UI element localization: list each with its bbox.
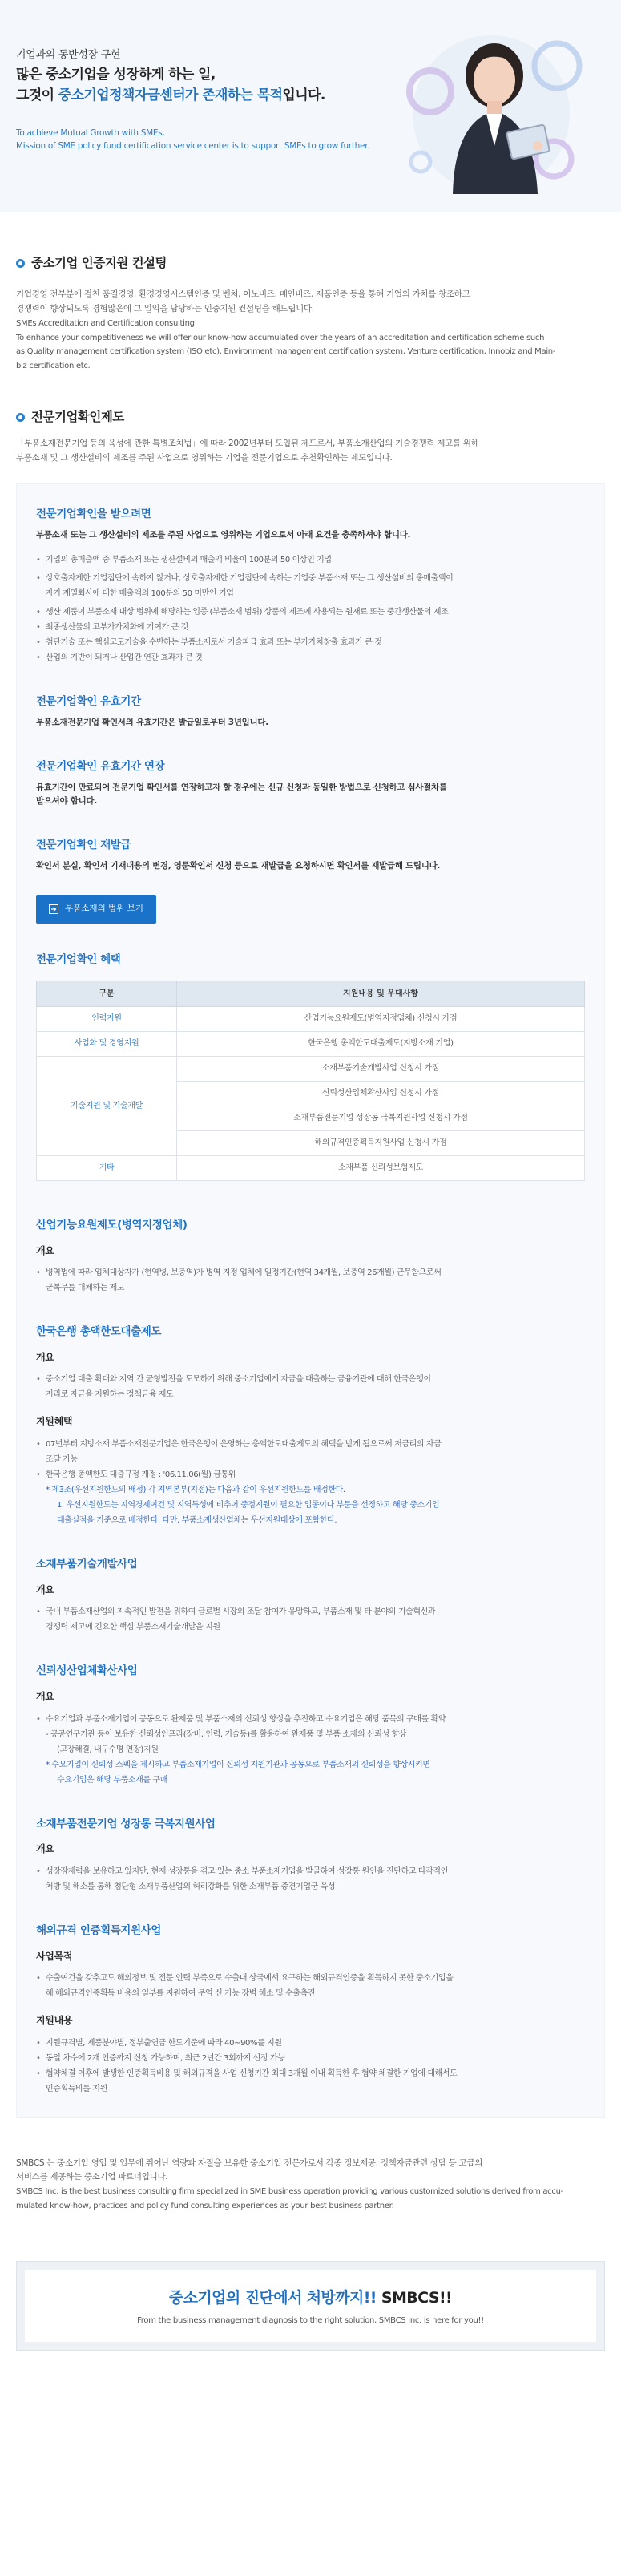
table-cell-category: 사업화 및 경영지원	[37, 1031, 177, 1056]
program-title: 소재부품기술개발사업	[36, 1557, 138, 1571]
banner-title: 중소기업의 진단에서 처방까지!! SMBCS!!	[168, 2288, 453, 2307]
list-item: • 수요기업과 부품소재기업이 공동으로 완제품 및 부품소재의 신뢰성 향상을 추진하고 수요기업은 해당 품목의 구매를 확약	[36, 1712, 585, 1727]
table-header-category: 구분	[37, 981, 177, 1006]
hero-highlight: 중소기업정책자금센터가 존재하는 목적	[58, 87, 283, 104]
consulting-desc-en: SMEs Accreditation and Certification consulting To enhance your competitiveness we will offer our know-how accumulated over the years of an accreditation and certification scheme such as Quality management certification system (ISO etc), Environment management certification system, Venture certification, Innobiz and Main- biz certification etc.	[16, 319, 556, 370]
program-subheading: 지원혜택	[36, 1416, 73, 1428]
table-header-row	[37, 981, 585, 1006]
table-cell: 소재부품기술개발사업 신청시 가점	[177, 1056, 585, 1081]
requirement-title: 전문기업확인을 받으려면	[36, 508, 151, 521]
program-subheading: 개요	[36, 1691, 54, 1703]
table-cell: 소재부품 신뢰성보험제도	[177, 1155, 585, 1180]
table-cell: 소재부품전문기업 성장동 극복지원사업 신청시 가점	[177, 1106, 585, 1130]
view-scope-label: 부품소재의 범위 보기	[65, 904, 143, 914]
program-list	[36, 1864, 585, 1895]
sub-item-text: (고장해결, 내구수명 연장)지원	[57, 1745, 159, 1754]
requirement-list	[36, 552, 585, 665]
list-item: • 국내 부품소재산업의 지속적인 발전을 위하여 글로벌 시장의 조달 참여가 유망하고, 부품소재 및 타 분야의 기술혁신과 경쟁력 제고에 긴요한 핵심 부품소재기술개발을 지원	[36, 1604, 585, 1635]
hero-english: To achieve Mutual Growth with SMEs, Mission of SME policy fund certification service center is to support SMEs to grow further.	[16, 127, 370, 151]
program-subheading: 사업목적	[36, 1950, 73, 1962]
table-cell: 산업기능요원제도(병역지정업체) 신청시 가점	[177, 1006, 585, 1031]
list-item: • 중소기업 대출 확대와 지역 간 균형발전을 도모하기 위해 중소기업에게 자금을 대출하는 금융기관에 대해 한국은행이 저리로 자금을 지원하는 정책금융 제도	[36, 1372, 585, 1402]
reissue-desc: 확인서 분실, 확인서 기재내용의 변경, 영문확인서 신청 등으로 재발급을 요청하시면 확인서를 재발급해 드립니다.	[36, 861, 441, 871]
hero-title-line2: 그것이 중소기업정책자금센터가 존재하는 목적입니다.	[16, 87, 325, 104]
table-cell-category: 기타	[37, 1155, 177, 1180]
program-title: 해외규격 인증획득지원사업	[36, 1923, 161, 1937]
table-row	[37, 1006, 585, 1031]
benefit-title: 전문기업확인 혜택	[36, 952, 121, 966]
slogan-banner	[16, 2261, 605, 2351]
about-section	[0, 2118, 621, 2214]
hero-banner	[0, 0, 621, 212]
table-cell: 한국은행 총액한도대출제도(지방소재 기업)	[177, 1031, 585, 1056]
table-row	[37, 1031, 585, 1056]
extension-title: 전문기업확인 유효기간 연장	[36, 759, 165, 773]
benefit-table	[36, 981, 585, 1181]
expert-info-box	[16, 483, 605, 2118]
arrow-right-icon	[49, 904, 58, 914]
note-text: * 수요기업이 신뢰성 스펙을 제시하고 부품소재기업이 신뢰성 지원기관과 공동으로 부품소재의 신뢰성을 향상시키면	[46, 1760, 430, 1769]
banner-subtitle: From the business management diagnosis to the right solution, SMBCS Inc. is here for you!!	[137, 2315, 484, 2325]
ring-bullet-icon	[16, 413, 25, 422]
program-subheading: 지원내용	[36, 2015, 73, 2027]
consulting-desc: 기업경영 전부분에 걸친 품질경영, 환경경영시스템인증 및 벤처, 이노비즈, 메인비즈, 제품인증 등을 통해 기업의 가치를 창조하고 경쟁력이 향상되도록 경험많은에 그 일익을 담당하는 인증지원 컨설팅을 해드립니다.	[16, 289, 470, 314]
table-cell: 해외규격인증획득지원사업 신청시 가점	[177, 1130, 585, 1155]
table-row	[37, 1155, 585, 1180]
program-title: 산업기능요원제도(병역지정업체)	[36, 1218, 188, 1231]
program-list	[36, 1265, 585, 1296]
requirement-desc: 부품소재 또는 그 생산설비의 제조를 주된 사업으로 영위하는 기업으로서 아래 요건을 충족하셔야 합니다.	[36, 530, 411, 540]
validity-title: 전문기업확인 유효기간	[36, 694, 141, 708]
about-desc-en: SMBCS Inc. is the best business consulting firm specialized in SME business operation providing various customized solutions derived from accu- mulated know-how, practices and policy fund consulting experiences as your best business partner.	[16, 2187, 563, 2210]
program-list	[36, 1712, 585, 1727]
validity-desc: 부품소재전문기업 확인서의 유효기간은 발급일로부터 3년입니다.	[36, 717, 268, 727]
table-header-content: 지원내용 및 우대사항	[177, 981, 585, 1006]
note-text: * 제3조(우선지원한도의 배정) 각 지역본부(지점)는 다음과 같이 우선지원한도를 배정한다.	[46, 1485, 345, 1494]
consulting-section	[0, 253, 621, 373]
list-item: • 기업의 총매출액 중 부품소재 또는 생산설비의 매출액 비율이 100분의 50 이상인 기업	[36, 552, 585, 568]
expert-section	[0, 406, 621, 466]
note-text: 1. 우선지원한도는 지역경제여건 및 지역특성에 비추어 중점지원이 필요한 업종이나 부문을 선정하고 해당 중소기업	[57, 1500, 440, 1510]
hero-subtitle: 기업과의 동반성장 구현	[16, 49, 121, 61]
view-scope-button[interactable]	[36, 895, 156, 924]
program-list	[36, 1971, 585, 2001]
list-item: • 상호출자제한 기업집단에 속하지 않거나, 상호출자제한 기업집단에 속하는 기업중 부품소재 또는 그 생산설비의 총매출액이 자기 계열회사에 대한 매출액의 100분의 50 미만인 기업	[36, 571, 585, 601]
list-item: • 협약체결 이후에 발생한 인증획득비용 및 해외규격을 사업 신청기간 최대 3개월 이내 획득한 후 협약 체결한 기업에 대해서도 인증획득비를 지원	[36, 2066, 585, 2097]
consulting-title: 중소기업 인증지원 컨설팅	[31, 256, 167, 270]
list-item: • 수출여건을 갖추고도 해외정보 및 전문 인력 부족으로 수출대 상국에서 요구하는 해외규격인증을 획득하지 못한 중소기업을 해 해외규격인증획득 비용의 일부를 지원하여 무역 신 가능 장벽 해소 및 수출촉진	[36, 1971, 585, 2001]
list-item: • 병역법에 따라 업체대상자가 (현역병, 보충역)가 병역 지정 업체에 일정기간(현역 34개월, 보충역 26개월) 근무함으로써 군복무를 대체하는 제도	[36, 1265, 585, 1296]
program-subheading: 개요	[36, 1583, 54, 1595]
program-title: 신뢰성산업체확산사업	[36, 1664, 138, 1678]
list-item: • 생산 제품이 부품소재 대상 범위에 해당하는 업종 (부품소재 범위) 상품의 제조에 사용되는 원재료 또는 중간생산물의 제조	[36, 605, 585, 620]
note-text: 수요기업은 해당 부품소재를 구매	[57, 1775, 167, 1785]
list-item: • 산업의 기반이 되거나 산업간 연관 효과가 큰 것	[36, 650, 585, 665]
program-list	[36, 2036, 585, 2097]
about-desc: SMBCS 는 중소기업 영업 및 업무에 뛰어난 역량과 자질을 보유한 중소기업 전문가로서 각종 정보제공, 정책자금관련 상담 등 고급의 서비스를 제공하는 중소기업 파트너입니다.	[16, 2157, 483, 2182]
reissue-title: 전문기업확인 재발급	[36, 839, 131, 852]
table-cell-category: 인력지원	[37, 1006, 177, 1031]
ring-bullet-icon	[16, 259, 25, 268]
program-subheading: 개요	[36, 1843, 54, 1855]
list-item: • 지원규격별, 제품분야별, 정부출연금 한도기준에 따라 40~90%를 지원	[36, 2036, 585, 2051]
hero-title	[16, 64, 401, 107]
program-list	[36, 1372, 585, 1402]
list-item: • 성장잠재력을 보유하고 있지만, 현재 성장통을 겪고 있는 중소 부품소재기업을 발굴하여 성장통 원인을 진단하고 다각적인 처방 및 해소를 통해 첨단형 소재부품산업의 허리강화를 위한 소재부품 중견기업군 육성	[36, 1864, 585, 1895]
hero-title-line1: 많은 중소기업을 성장하게 하는 일,	[16, 67, 216, 83]
expert-title: 전문기업확인제도	[31, 410, 124, 425]
extension-desc: 유효기간이 만료되어 전문기업 확인서를 연장하고자 할 경우에는 신규 신청과 동일한 방법으로 신청하고 심사절차를 받으셔야 합니다.	[36, 782, 447, 807]
businesswoman-illustration	[397, 18, 589, 202]
program-title: 한국은행 총액한도대출제도	[36, 1325, 161, 1339]
list-item: • 최종생산물의 고부가가치화에 기여가 큰 것	[36, 620, 585, 635]
list-item: • 한국은행 총액한도 대출규정 개정 : '06.11.06(월) 금통위	[36, 1467, 585, 1482]
list-item: • 첨단기술 또는 핵심고도기술을 수반하는 부품소재로서 기술파급 효과 또는 부가가치창출 효과가 큰 것	[36, 635, 585, 650]
program-list	[36, 1604, 585, 1635]
table-cell-category: 기술지원 및 기술개발	[37, 1056, 177, 1155]
table-cell: 신뢰성산업체확산사업 신청시 가점	[177, 1081, 585, 1106]
note-text: 대출실적을 기준으로 배정한다. 다만, 부품소재생산업체는 우선지원대상에 포함한다.	[57, 1515, 337, 1525]
sub-item-text: - 공공연구기관 등이 보유한 신뢰성인프라(장비, 인력, 기술등)를 활용하여 완제품 및 부품 소재의 신뢰성 향상	[46, 1729, 407, 1739]
program-subheading: 개요	[36, 1244, 54, 1256]
program-subheading: 개요	[36, 1352, 54, 1364]
table-row	[37, 1056, 585, 1081]
program-list	[36, 1437, 585, 1482]
hero-text	[16, 47, 401, 152]
program-title: 소재부품전문기업 성장통 극복지원사업	[36, 1817, 216, 1830]
list-item: • 동일 차수에 2개 인증까지 신청 가능하며, 최근 2년간 3회까지 선정 가능	[36, 2051, 585, 2066]
expert-desc: 「부품소재전문기업 등의 육성에 관한 특별조치법」에 따라 2002년부터 도입된 제도로서, 부품소재산업의 기술경쟁력 제고를 위해 부품소재 및 그 생산설비의 제조를 주된 사업으로 영위하는 기업을 전문기업으로 추천확인하는 제도입니다.	[16, 439, 479, 463]
list-item: • 07년부터 지방소재 부품소재전문기업은 한국은행이 운영하는 총액한도대출제도의 혜택을 받게 됨으로써 저금리의 자금 조달 가능	[36, 1437, 585, 1467]
